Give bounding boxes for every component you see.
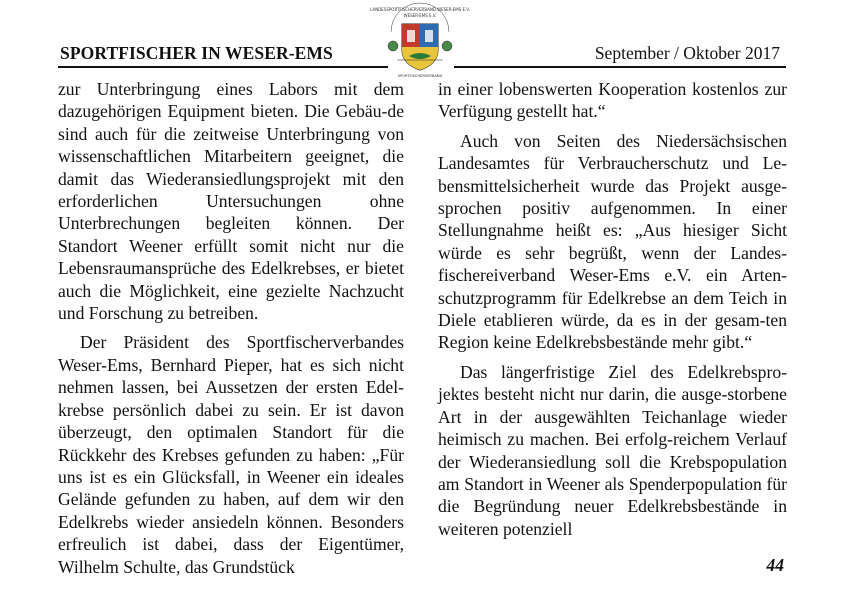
paragraph: Der Präsident des Sportfischerverbandes Weser-Ems, Bernhard Pieper, hat es sich nicht nehmen lassen, bei Aussetzen der ersten Edel-krebse persönlich dabei zu sein. Er ist davon überzeugt, den optimalen Standort für die Rückkehr des Krebses gefunden zu haben: „Für uns ist es ein Glücksfall, in Weener ein ideales Gelände gefunden zu haben, auf dem wir den Edelkrebs wieder ansiedeln können. Besonders erfreulich ist dabei, dass der Eigentümer, Wilhelm Schulte, das Grundstück	[58, 332, 404, 577]
association-emblem-icon	[370, 2, 470, 80]
page-number: 44	[766, 555, 784, 575]
paragraph: zur Unterbringung eines Labors mit dem dazugehörigen Equipment bieten. Die Gebäu-de sind auch für die zeitweise Unterbringung von wissenschaftlichen Mitarbeitern geeignet, die damit das Wiederansiedlungsprojekt mit den erforderlichen Untersuchungen ohne Unterbrechungen begleiten können. Der Standort Weener erfüllt somit nicht nur die Lebensraumansprüche des Edelkrebses, er bietet auch die Möglichkeit, eine gezielte Nachzucht und Forschung zu betreiben.	[58, 79, 404, 324]
text-column-left	[58, 78, 404, 578]
emblem-text-top: LANDESSPORTFISCHERVERBAND WESER-EMS E.V.	[370, 7, 470, 12]
emblem-text-bottom: SPORTFISCHERVERBAND	[397, 74, 443, 78]
paragraph: Das längerfristige Ziel des Edelkrebspro-jektes besteht nicht nur darin, die ausge-storbene Art in der ausgewählten Teichanlage wieder heimisch zu machen. Bei erfolg-reichem Verlauf der Wiederansiedlung soll die Krebspopulation am Standort in Weener als Spenderpopulation für die Begründung neuer Edelkrebsbestände in weiteren potenziell	[438, 361, 787, 539]
header-rule-right	[454, 66, 786, 68]
text-column-right	[438, 78, 787, 540]
paragraph: in einer lobenswerten Kooperation kostenlos zur Verfügung gestellt hat.“	[438, 79, 787, 122]
paragraph: Auch von Seiten des Niedersächsischen Landesamtes für Verbraucherschutz und Le-bensmittelsicherheit wurde das Projekt ausge-sprochen positiv aufgenommen. In einer Stellungnahme heißt es: „Aus hiesiger Sicht würde es sehr begrüßt, wenn der Landes-fischereiverband Weser-Ems e.V. ein Arten-schutzprogramm für Edelkrebse an dem Teich in Diele etablieren würde, da es in der gesam-ten Region keine Edelkrebsbestände mehr gibt.“	[438, 130, 787, 353]
svg-text:WESER-EMS E.V.: WESER-EMS E.V.	[403, 13, 437, 18]
header-rule-left	[58, 66, 388, 68]
running-header-title: SPORTFISCHER IN WESER-EMS	[60, 43, 333, 63]
running-header-date: September / Oktober 2017	[594, 43, 780, 63]
